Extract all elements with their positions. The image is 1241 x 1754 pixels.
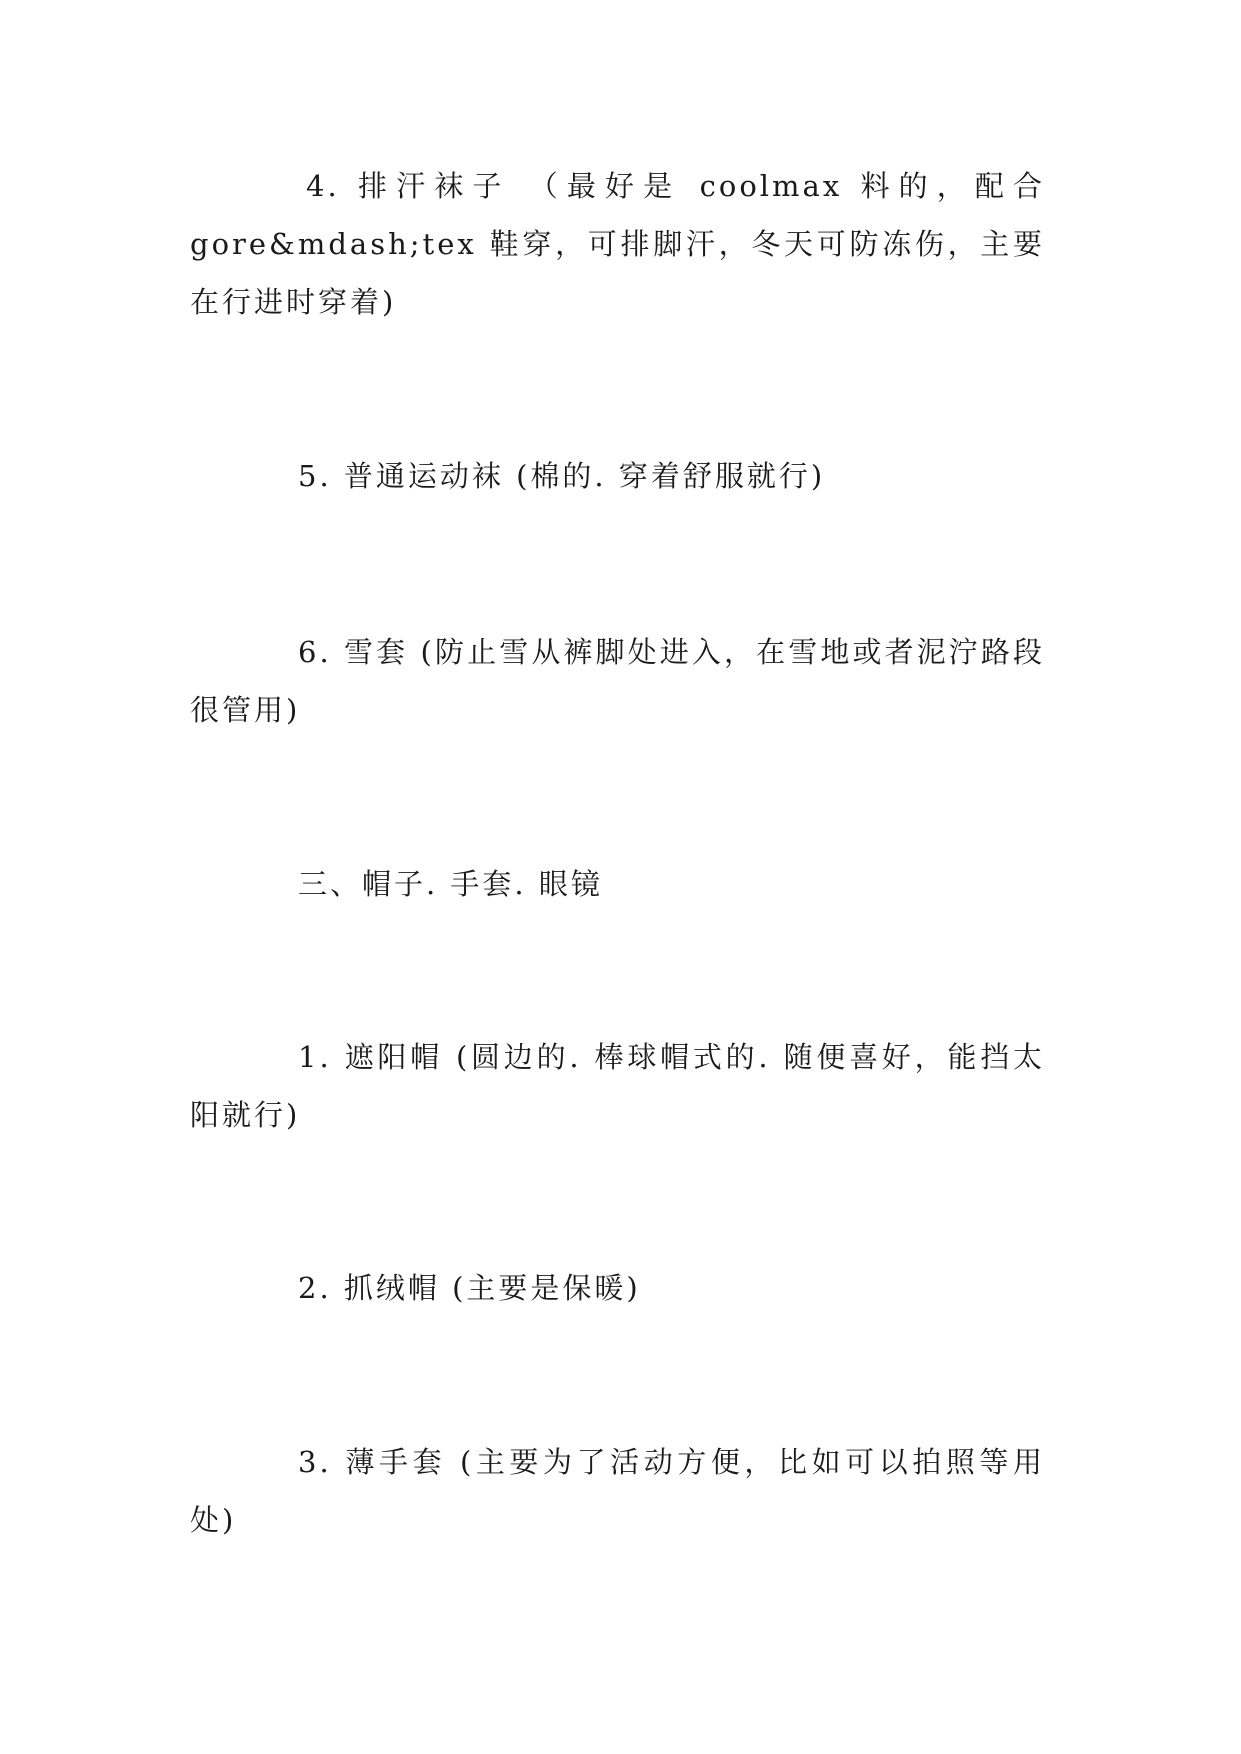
paragraph-fleece-hat: 2. 抓绒帽 (主要是保暖) [298, 1271, 641, 1305]
section-heading-hats-gloves-glasses: 三、帽子. 手套. 眼镜 [298, 867, 603, 901]
paragraph-sport-socks: 5. 普通运动袜 (棉的. 穿着舒服就行) [298, 459, 826, 493]
paragraph-sweat-socks: 4. 排汗袜子 （最好是 coolmax 料的，配合 gore&mdash;tex 鞋穿，可排脚汗，冬天可防冻伤，主要在行进时穿着) [190, 169, 1045, 319]
paragraph-sun-hat: 1. 遮阳帽 (圆边的. 棒球帽式的. 随便喜好，能挡太阳就行) [190, 1040, 1045, 1132]
paragraph-thin-gloves: 3. 薄手套 (主要为了活动方便，比如可以拍照等用处) [190, 1445, 1045, 1537]
paragraph-gaiters: 6. 雪套 (防止雪从裤脚处进入，在雪地或者泥泞路段很管用) [190, 635, 1045, 727]
